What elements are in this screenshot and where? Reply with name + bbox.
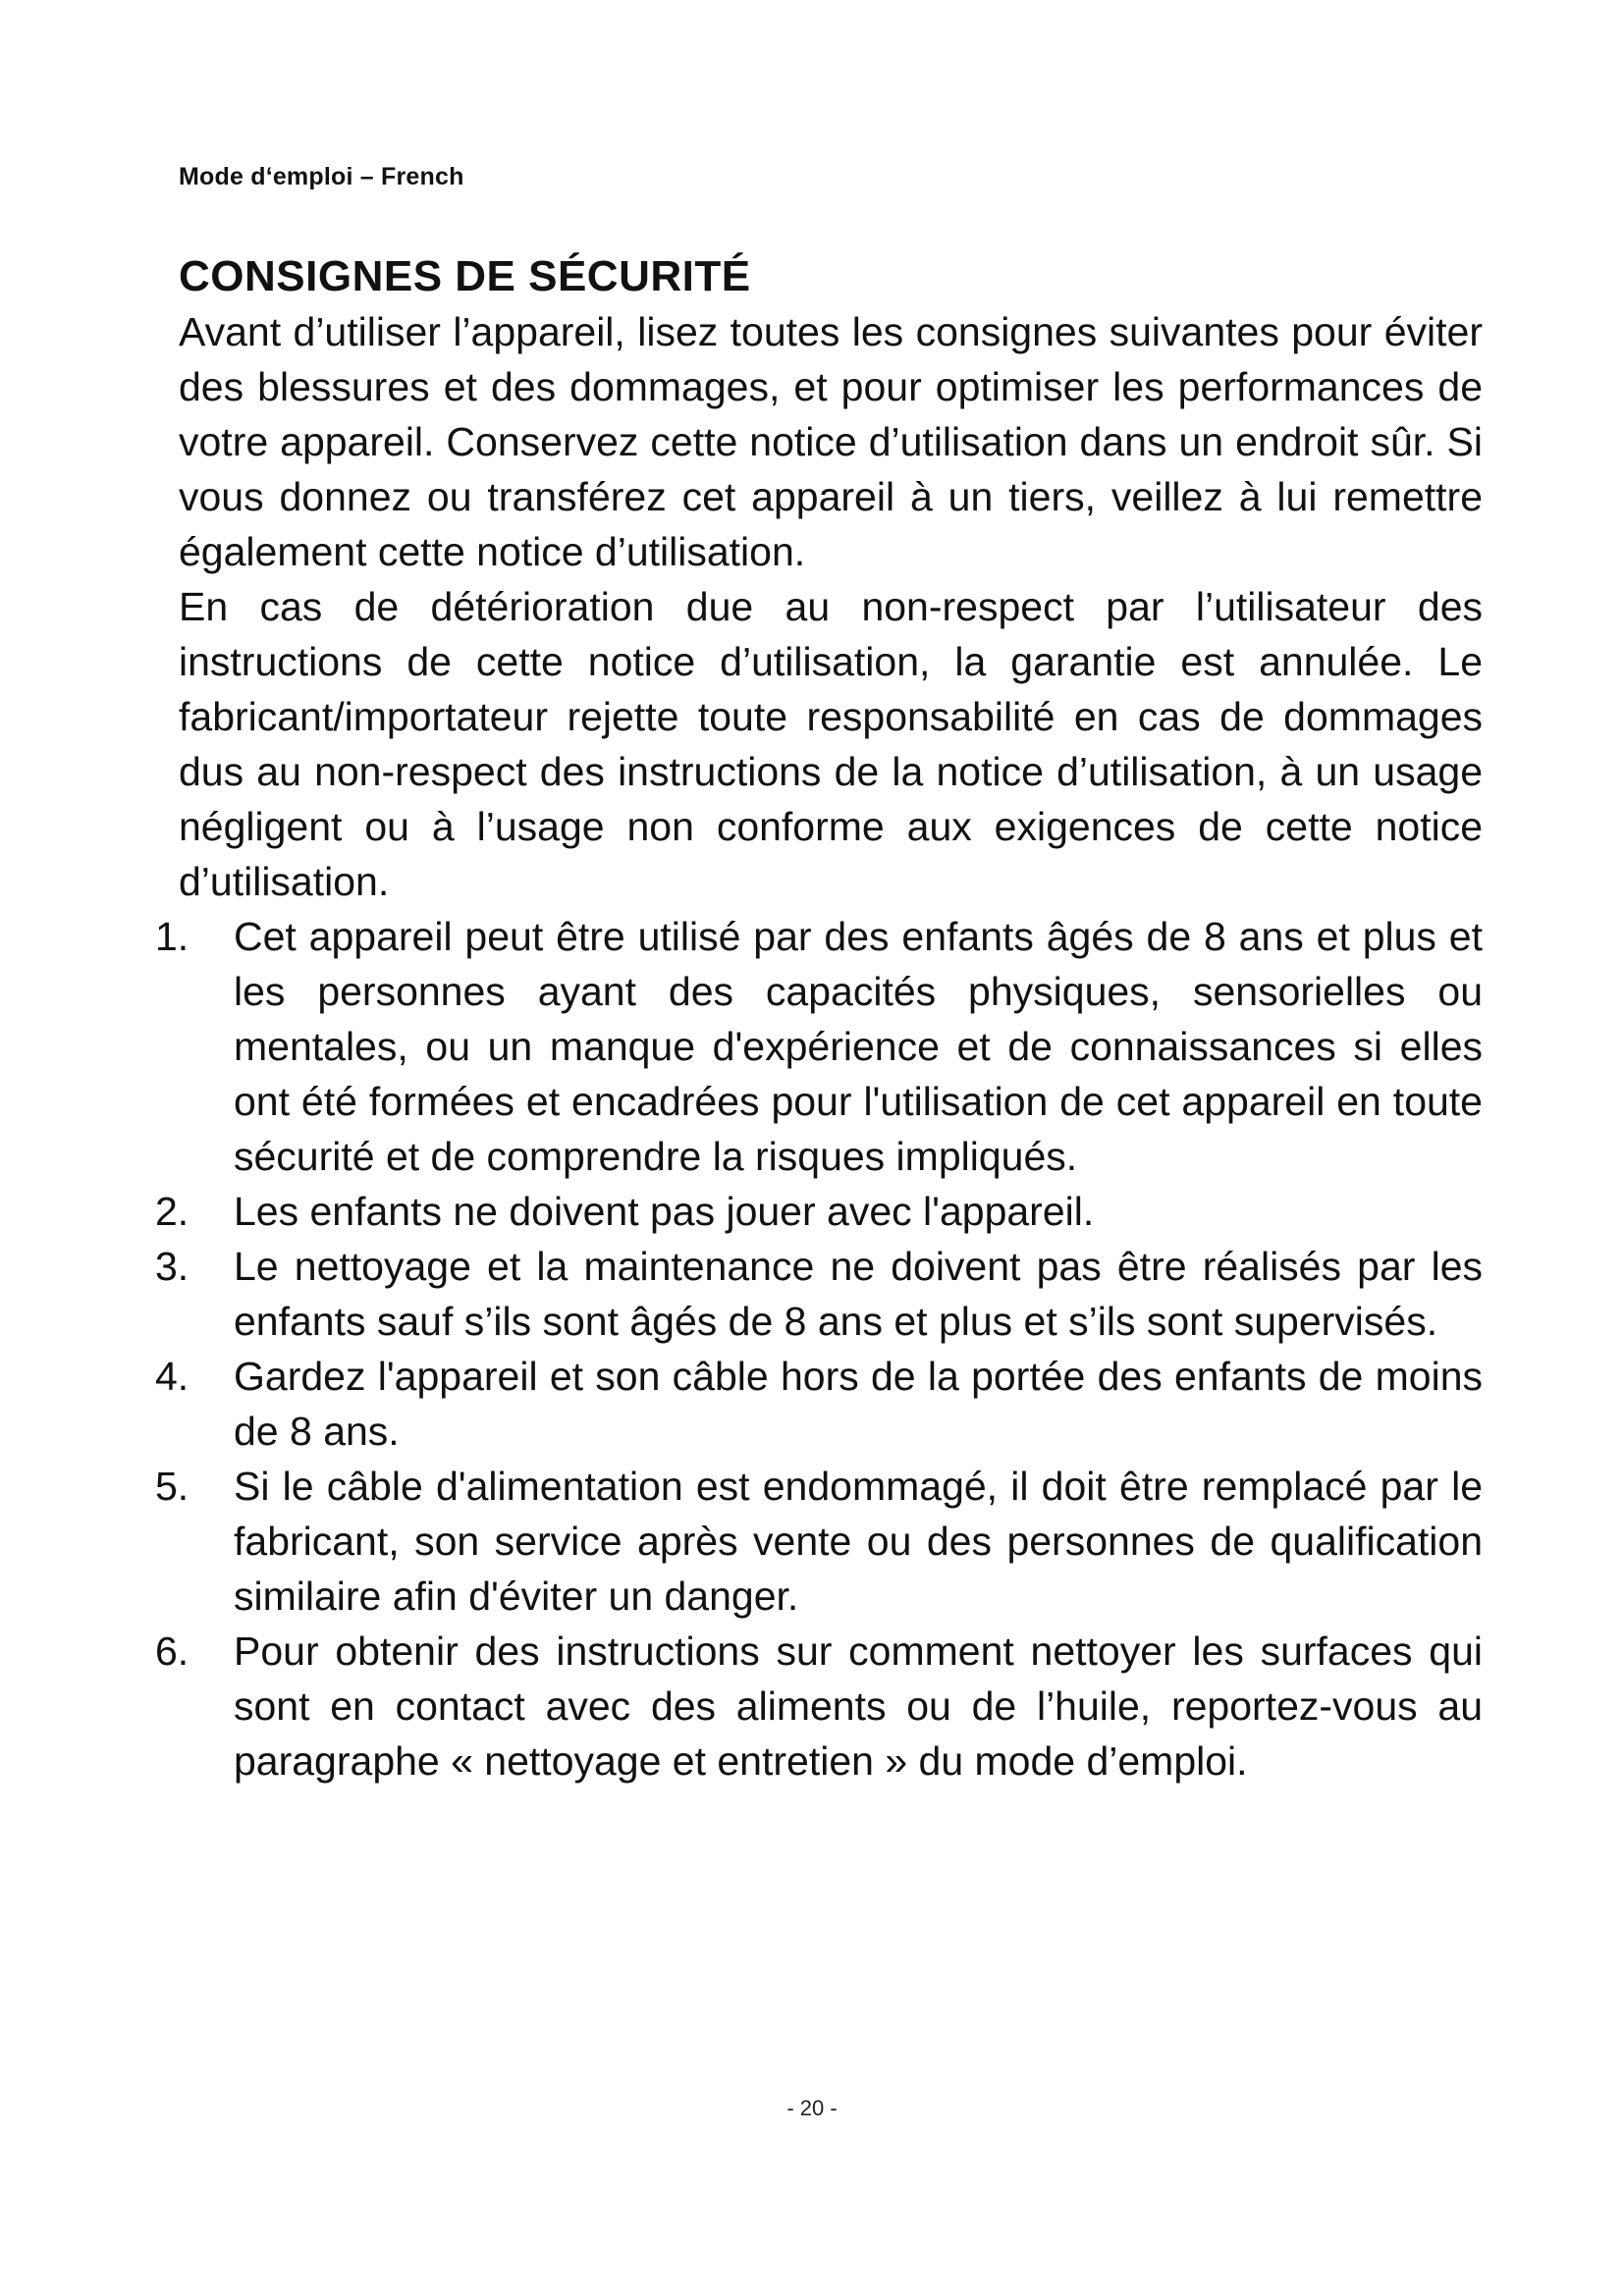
list-item — [155, 1459, 1483, 1624]
page-number: - 20 - — [786, 2096, 838, 2120]
list-item — [155, 1239, 1483, 1349]
intro-paragraph: Avant d’utiliser l’appareil, lisez toutes les consignes suivantes pour éviter des blessures et des dommages, et pour optimiser les performances de votre appareil. Conservez cette notice d’utilisation dans un endroit sûr. Si vous donnez ou transférez cet appareil à un tiers, veillez à lui remettre également cette notice d’utilisation. — [179, 309, 1483, 574]
safety-section — [155, 249, 1483, 1789]
list-item-number: 4. — [155, 1354, 189, 1399]
list-item-number: 5. — [155, 1464, 189, 1509]
list-item — [155, 1624, 1483, 1789]
list-item-text: Pour obtenir des instructions sur comment nettoyer les surfaces qui sont en contact avec des aliments ou de l’huile, reportez-vous au paragraphe « nettoyage et entretien » du mode d’emploi. — [234, 1629, 1483, 1784]
list-item-text: Gardez l'appareil et son câble hors de la portée des enfants de moins de 8 ans. — [234, 1354, 1483, 1454]
safety-instructions-list — [155, 909, 1483, 1789]
document-header: Mode d‘emploi – French — [179, 163, 464, 190]
warranty-paragraph: En cas de détérioration due au non-respect par l’utilisateur des instructions de cette notice d’utilisation, la garantie est annulée. Le fabricant/importateur rejette toute responsabilité en cas de dommages dus au non-respect des instructions de la notice d’utilisation, à un usage négligent ou à l’usage non conforme aux exigences de cette notice d’utilisation. — [179, 584, 1483, 904]
list-item-number: 3. — [155, 1244, 189, 1289]
list-item-text: Le nettoyage et la maintenance ne doivent pas être réalisés par les enfants sauf s’ils sont âgés de 8 ans et plus et s’ils sont supervisés. — [234, 1244, 1483, 1344]
list-item-text: Cet appareil peut être utilisé par des enfants âgés de 8 ans et plus et les personnes ayant des capacités physiques, sensorielles ou mentales, ou un manque d'expérience et de connaissances si elles ont été formées et encadrées pour l'utilisation de cet appareil en toute sécurité et de comprendre la risques impliqués. — [234, 914, 1483, 1179]
list-item-text: Si le câble d'alimentation est endommagé, il doit être remplacé par le fabricant, son service après vente ou des personnes de qualification similaire afin d'éviter un danger. — [234, 1464, 1483, 1619]
list-item — [155, 1184, 1483, 1239]
section-title: CONSIGNES DE SÉCURITÉ — [179, 252, 751, 300]
list-item-text: Les enfants ne doivent pas jouer avec l'appareil. — [234, 1189, 1095, 1234]
list-item — [155, 909, 1483, 1184]
list-item-number: 2. — [155, 1189, 189, 1234]
list-item-number: 6. — [155, 1629, 189, 1674]
list-item — [155, 1349, 1483, 1459]
list-item-number: 1. — [155, 914, 189, 959]
